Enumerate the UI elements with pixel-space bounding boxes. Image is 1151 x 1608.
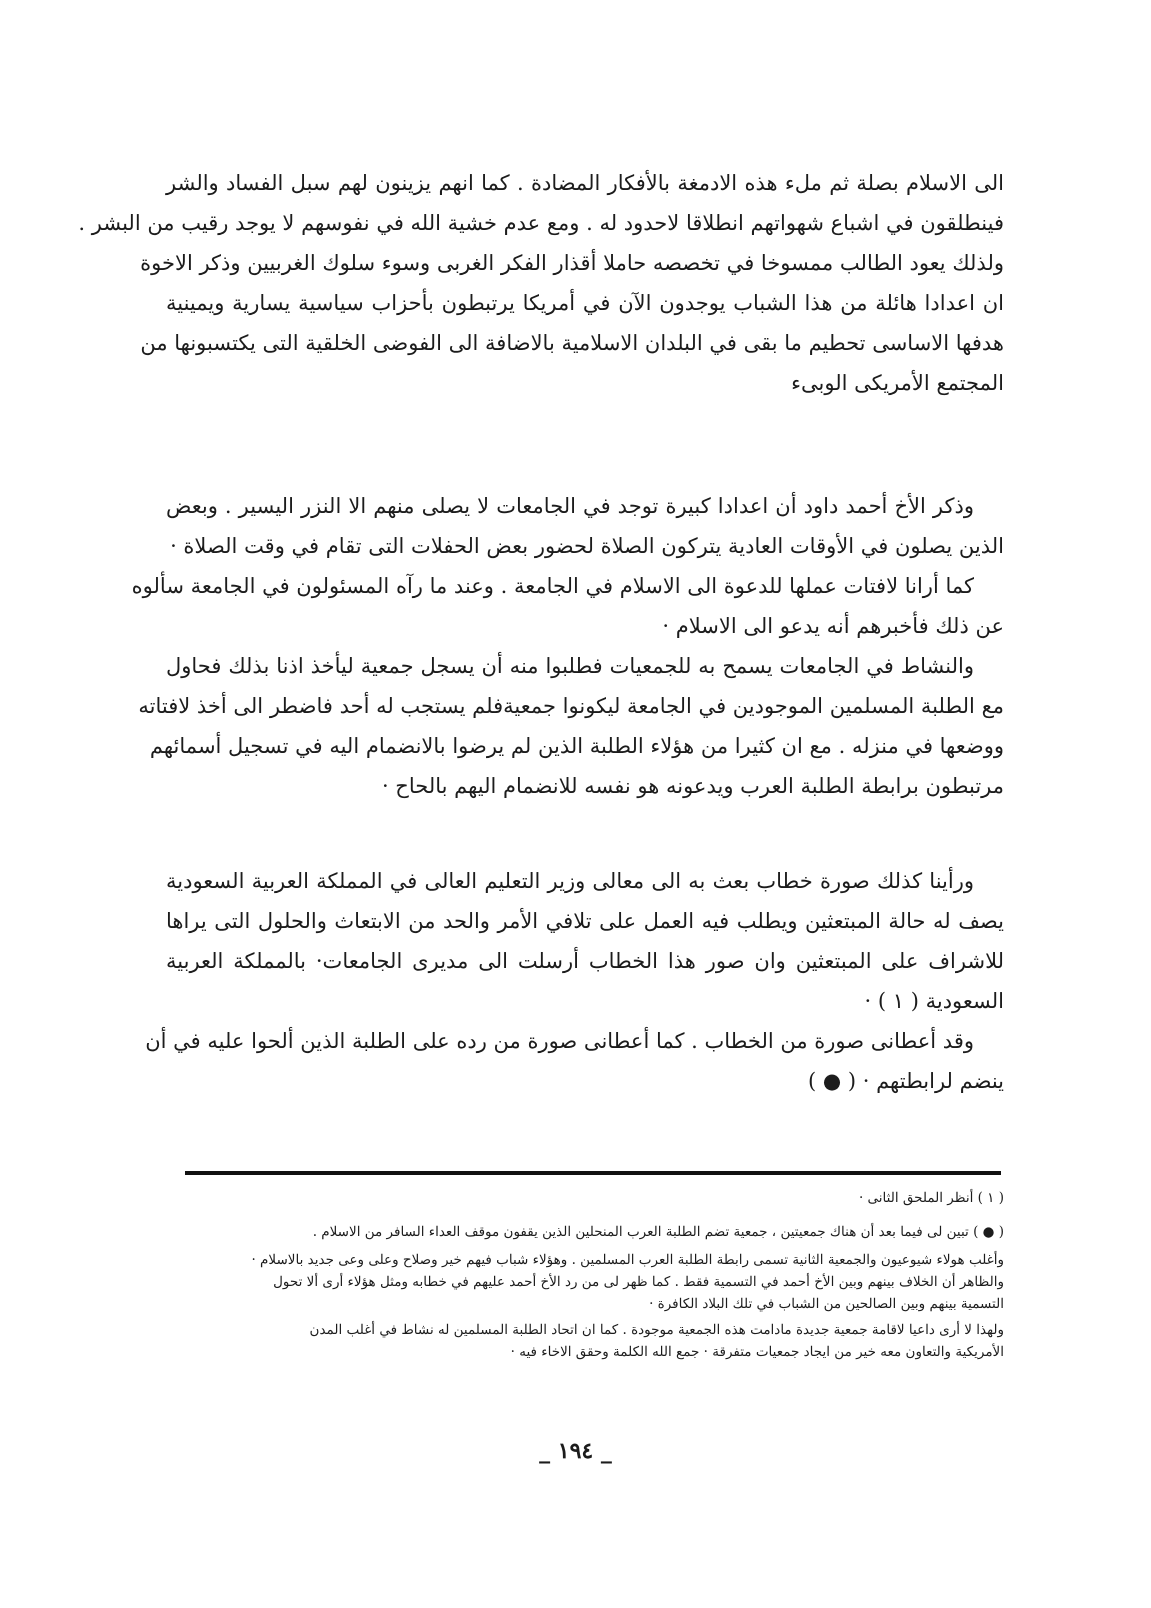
footnote-line: ( ● ) تبين لى فيما بعد أن هناك جمعيتين ، جمعية تضم الطلبة العرب المنحلين الذين يقفون موقف العداء السافر من الاسلام . [312, 1224, 1004, 1240]
text-line: وقد أعطانى صورة من الخطاب . كما أعطانى صورة من رده على الطلبة الذين ألحوا عليه في أن [145, 1029, 974, 1053]
footnote-line: ( ١ ) أنظر الملحق الثانى · [858, 1190, 1004, 1206]
text-line: كما أرانا لافتات عملها للدعوة الى الاسلام في الجامعة . وعند ما رآه المسئولون في الجامعة سألوه [131, 574, 974, 598]
text-line: ولذلك يعود الطالب ممسوخا في تخصصه حاملا أقذار الفكر الغربى وسوء سلوك الغربيين وذكر الاخوة [140, 251, 1004, 275]
text-line: مرتبطون برابطة الطلبة العرب ويدعونه هو نفسه للانضمام اليهم بالحاح · [381, 774, 1004, 798]
text-line: المجتمع الأمريكى الوبىء [791, 371, 1004, 395]
text-line: يصف له حالة المبتعثين ويطلب فيه العمل على تلافي الأمر والحد من الابتعاث والحلول التى يراها [166, 909, 1004, 933]
text-line: مع الطلبة المسلمين الموجودين في الجامعة ليكونوا جمعيةفلم يستجب له أحد فاضطر الى أخذ لافتاته [138, 694, 1004, 718]
text-line: هدفها الاساسى تحطيم ما بقى في البلدان الاسلامية بالاضافة الى الفوضى الخلقية التى يكتسبونها من [140, 331, 1004, 355]
text-line: الى الاسلام بصلة ثم ملء هذه الادمغة بالأفكار المضادة . كما انهم يزينون لهم سبل الفساد والشر [166, 171, 1004, 195]
text-line: وذكر الأخ أحمد داود أن اعدادا كبيرة توجد في الجامعات لا يصلى منهم الا النزر اليسير . وبعض [166, 494, 974, 518]
footnotes [166, 1187, 1004, 1363]
text-line: ورأينا كذلك صورة خطاب بعث به الى معالى وزير التعليم العالى في المملكة العربية السعودية [166, 869, 974, 893]
footnote-line: وأغلب هولاء شيوعيون والجمعية الثانية تسمى رابطة الطلبة العرب المسلمين . وهؤلاء شباب فيهم خير وصلاح وعلى وعى جديد بالاسلام · [251, 1252, 1004, 1268]
text-line: عن ذلك فأخبرهم أنه يدعو الى الاسلام · [662, 614, 1004, 638]
footnote-line: والظاهر أن الخلاف بينهم وبين الأخ أحمد في التسمية فقط . كما ظهر لى من رد الأخ أحمد عليهم في خطابه ومثل هؤلاء أرى ألا تحول [273, 1274, 1004, 1290]
text-line: والنشاط في الجامعات يسمح به للجمعيات فطلبوا منه أن يسجل جمعية ليأخذ اذنا بذلك فحاول [166, 654, 974, 678]
footnote-line: الأمريكية والتعاون معه خير من ايجاد جمعيات متفرقة · جمع الله الكلمة وحقق الاخاء فيه · [510, 1344, 1004, 1360]
text-line: السعودية ( ١ ) · [864, 989, 1004, 1013]
footnote-line: التسمية بينهم وبين الصالحين من الشباب في تلك البلاد الكافرة · [649, 1296, 1004, 1312]
text-line: للاشراف على المبتعثين وان صور هذا الخطاب أرسلت الى مديرى الجامعات· بالمملكة العربية [166, 949, 1004, 973]
footnote-line: ولهذا لا أرى داعيا لاقامة جمعية جديدة مادامت هذه الجمعية موجودة . كما ان اتحاد الطلبة المسلمين له نشاط في أغلب المدن [309, 1322, 1004, 1338]
footnote-divider [185, 1171, 1001, 1175]
text-line: ووضعها في منزله . مع ان كثيرا من هؤلاء الطلبة الذين لم يرضوا بالانضمام اليه في تسجيل أسمائهم [149, 734, 1004, 758]
text-line: فينطلقون في اشباع شهواتهم انطلاقا لاحدود له . ومع عدم خشية الله في نفوسهم لا يوجد رقيب من البشر . [78, 211, 1004, 235]
paragraph-2 [131, 486, 1004, 806]
text-line: ان اعدادا هائلة من هذا الشباب يوجدون الآن في أمريكا يرتبطون بأحزاب سياسية يسارية ويمينية [166, 291, 1004, 315]
paragraph-3 [145, 861, 1004, 1101]
paragraph-1 [78, 163, 1004, 403]
text-line: الذين يصلون في الأوقات العادية يتركون الصلاة لحضور بعض الحفلات التى تقام في وقت الصلاة · [170, 534, 1004, 558]
page-number: _ ١٩٤ _ [539, 1438, 612, 1464]
text-line: ينضم لرابطتهم · ( ● ) [807, 1069, 1004, 1093]
